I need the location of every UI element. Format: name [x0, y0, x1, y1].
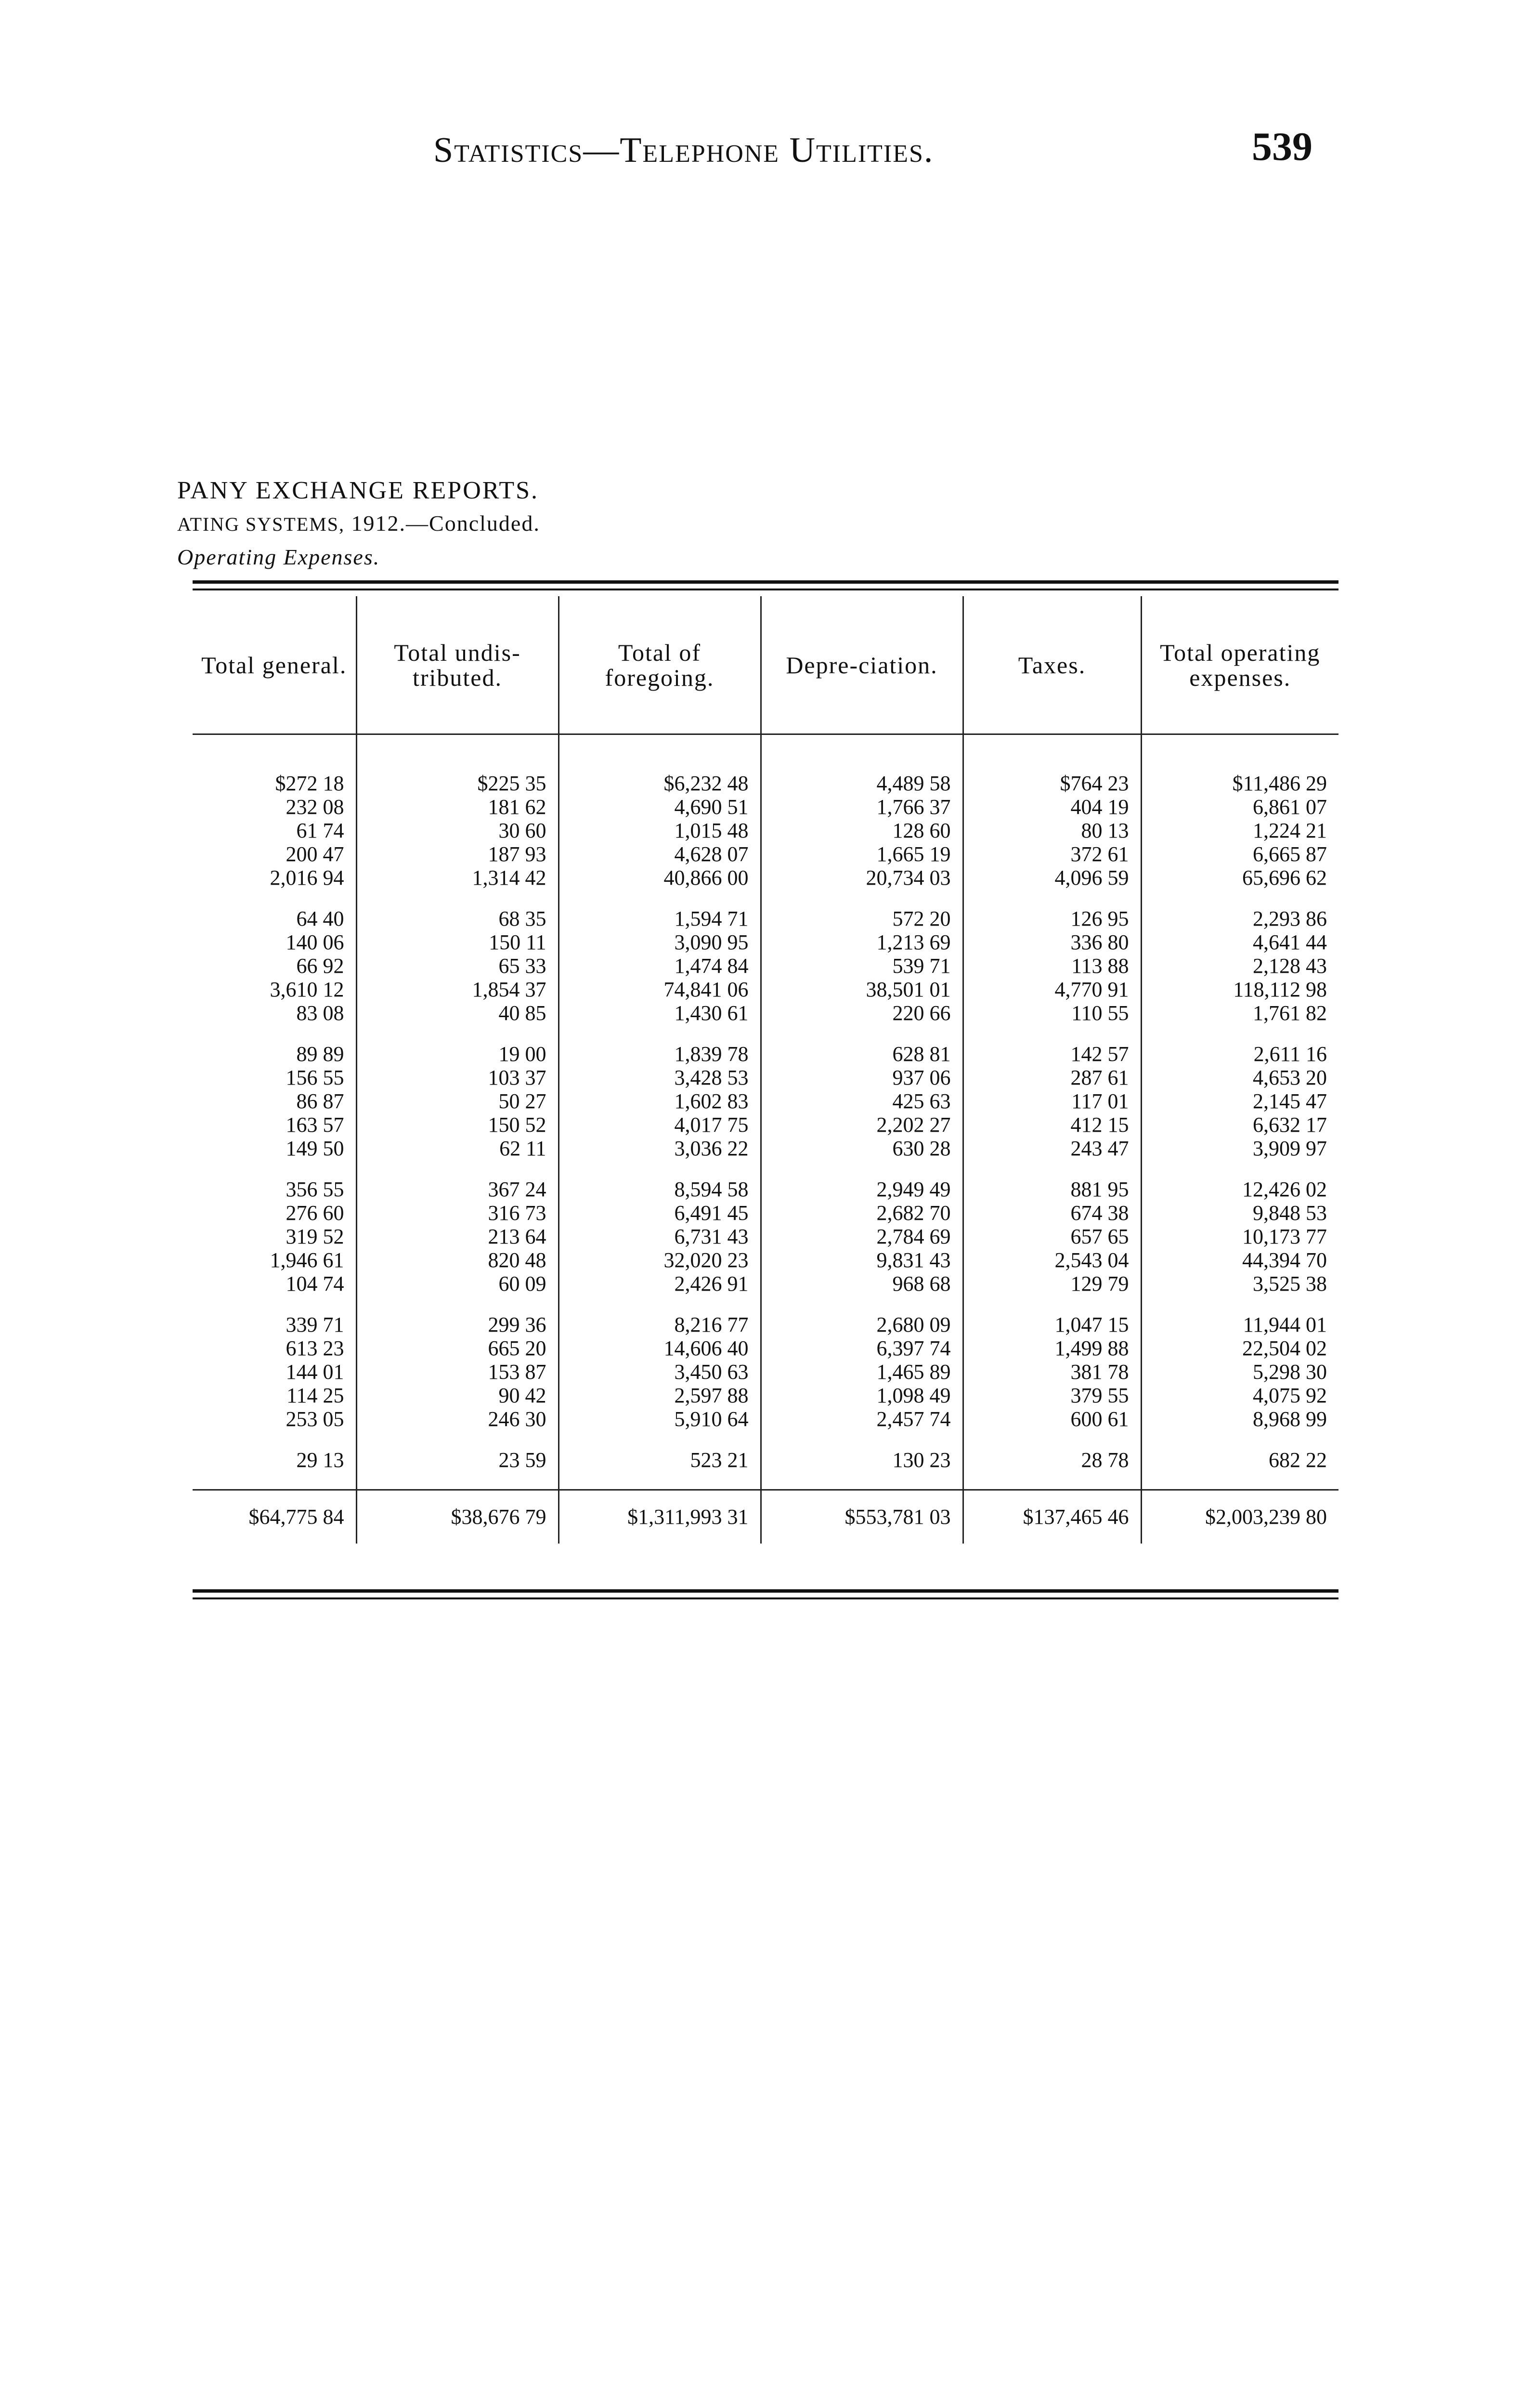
table-cell — [193, 1472, 356, 1490]
table-cell: 40,866 00 — [559, 866, 761, 890]
table-cell — [761, 890, 963, 907]
table-cell: 2,543 04 — [963, 1248, 1141, 1272]
table-cell — [356, 890, 559, 907]
column-header: Depre-ciation. — [761, 596, 963, 734]
table-cell: 1,839 78 — [559, 1042, 761, 1066]
table-row — [193, 1066, 1338, 1089]
column-header: Total general. — [193, 596, 356, 734]
running-head: Statistics—Telephone Utilities. — [433, 131, 934, 170]
group-gap — [193, 1431, 1338, 1448]
table-cell: 213 64 — [356, 1225, 559, 1248]
table-row — [193, 978, 1338, 1001]
table-row — [193, 842, 1338, 866]
table-cell: 4,017 75 — [559, 1113, 761, 1137]
column-header: Total operating expenses. — [1141, 596, 1338, 734]
table-cell: $225 35 — [356, 772, 559, 795]
table-cell: 117 01 — [963, 1089, 1141, 1113]
table-cell — [356, 1431, 559, 1448]
table-cell: 187 93 — [356, 842, 559, 866]
table-cell: 937 06 — [761, 1066, 963, 1089]
table-row — [193, 772, 1338, 795]
table-cell — [761, 734, 963, 772]
table-cell: 881 95 — [963, 1178, 1141, 1201]
table-cell: 3,090 95 — [559, 930, 761, 954]
table-cell: 657 65 — [963, 1225, 1141, 1248]
table-cell: 3,450 63 — [559, 1360, 761, 1384]
table-cell: 600 61 — [963, 1407, 1141, 1431]
table-cell: 6,731 43 — [559, 1225, 761, 1248]
group-gap — [193, 1296, 1338, 1313]
table-cell: 6,665 87 — [1141, 842, 1338, 866]
table-cell: 630 28 — [761, 1137, 963, 1160]
table-row — [193, 954, 1338, 978]
table-cell — [1141, 1160, 1338, 1178]
table-cell: 32,020 23 — [559, 1248, 761, 1272]
table-row — [193, 907, 1338, 930]
table-cell: 22,504 02 — [1141, 1336, 1338, 1360]
table-cell: 379 55 — [963, 1384, 1141, 1407]
table-cell — [559, 1472, 761, 1490]
table-row — [193, 1384, 1338, 1407]
table-cell — [1141, 734, 1338, 772]
table-cell: 1,224 21 — [1141, 819, 1338, 842]
table-cell: 425 63 — [761, 1089, 963, 1113]
table-cell: 61 74 — [296, 819, 344, 842]
table-cell: 4,653 20 — [1141, 1066, 1338, 1089]
table-row — [193, 1360, 1338, 1384]
table-cell: 1,766 37 — [761, 795, 963, 819]
group-gap — [193, 1160, 1338, 1178]
section-title: Operating Expenses. — [177, 545, 380, 569]
table-row — [193, 930, 1338, 954]
table-cell: 4,489 58 — [761, 772, 963, 795]
table-cell: 820 48 — [356, 1248, 559, 1272]
table-cell: 65 33 — [356, 954, 559, 978]
table-cell: 12,426 02 — [1141, 1178, 1338, 1201]
table-cell: 60 09 — [356, 1272, 559, 1296]
table-cell: 90 42 — [356, 1384, 559, 1407]
column-header: Total undis-tributed. — [356, 596, 559, 734]
table-cell: 144 01 — [286, 1360, 344, 1384]
table-cell: 2,784 69 — [761, 1225, 963, 1248]
table-cell: 1,602 83 — [559, 1089, 761, 1113]
table-cell: 23 59 — [356, 1448, 559, 1472]
table-cell: 40 85 — [356, 1001, 559, 1025]
table-cell — [559, 890, 761, 907]
table-cell: 86 87 — [296, 1089, 344, 1113]
table-cell: 253 05 — [286, 1407, 344, 1431]
table-cell: 2,682 70 — [761, 1201, 963, 1225]
table-cell: 4,628 07 — [559, 842, 761, 866]
table-cell: 1,761 82 — [1141, 1001, 1338, 1025]
table-cell — [559, 1296, 761, 1313]
table-cell: 142 57 — [963, 1042, 1141, 1066]
table-cell: 74,841 06 — [559, 978, 761, 1001]
table-cell: 5,910 64 — [559, 1407, 761, 1431]
table-cell: 129 79 — [963, 1272, 1141, 1296]
table-cell: 163 57 — [286, 1113, 344, 1137]
table-cell: 287 61 — [963, 1066, 1141, 1089]
table-cell — [761, 1296, 963, 1313]
table-row — [193, 1042, 1338, 1066]
table-row — [193, 1313, 1338, 1336]
table-cell: 539 71 — [761, 954, 963, 978]
table-cell: 968 68 — [761, 1272, 963, 1296]
table-cell: $2,003,239 80 — [1141, 1490, 1338, 1544]
table-cell: 50 27 — [356, 1089, 559, 1113]
table-cell: 89 89 — [296, 1042, 344, 1066]
table-cell: 336 80 — [963, 930, 1141, 954]
table-row — [193, 1137, 1338, 1160]
table-cell: 8,968 99 — [1141, 1407, 1338, 1431]
table-cell: 276 60 — [286, 1201, 344, 1225]
table-cell — [963, 1431, 1141, 1448]
table-cell — [356, 1296, 559, 1313]
table-cell — [193, 1025, 356, 1042]
column-header: Taxes. — [963, 596, 1141, 734]
operating-expenses-table — [193, 596, 1338, 1544]
table-cell: 8,594 58 — [559, 1178, 761, 1201]
table-cell: 9,831 43 — [761, 1248, 963, 1272]
table-cell — [963, 734, 1141, 772]
table-cell — [761, 1472, 963, 1490]
table-cell — [761, 1025, 963, 1042]
table-row — [193, 1225, 1338, 1248]
table-cell: 404 19 — [963, 795, 1141, 819]
table-cell — [963, 1160, 1141, 1178]
table-cell: 2,426 91 — [559, 1272, 761, 1296]
table-cell — [559, 734, 761, 772]
group-gap — [193, 1025, 1338, 1042]
table-cell — [963, 1025, 1141, 1042]
table-cell: 1,474 84 — [559, 954, 761, 978]
table-cell: 1,015 48 — [559, 819, 761, 842]
table-cell: 1,047 15 — [963, 1313, 1141, 1336]
table-body — [193, 734, 1338, 1544]
table-cell: 114 25 — [286, 1384, 344, 1407]
table-cell — [963, 1472, 1141, 1490]
table-cell: 2,145 47 — [1141, 1089, 1338, 1113]
table-row — [193, 866, 1338, 890]
table-cell: 412 15 — [963, 1113, 1141, 1137]
table-cell: 200 47 — [286, 842, 344, 866]
table-cell: 44,394 70 — [1141, 1248, 1338, 1272]
table-cell: 80 13 — [963, 819, 1141, 842]
table-cell: 2,611 16 — [1141, 1042, 1338, 1066]
subtitle-prefix: ATING SYSTEMS, — [177, 513, 345, 535]
table-row — [193, 1201, 1338, 1225]
table-cell: 339 71 — [286, 1313, 344, 1336]
table-cell: $764 23 — [963, 772, 1141, 795]
table-cell — [1141, 1296, 1338, 1313]
table-cell: 65,696 62 — [1141, 866, 1338, 890]
table-cell: 181 62 — [356, 795, 559, 819]
table-cell: 38,501 01 — [761, 978, 963, 1001]
table-cell: 64 40 — [296, 907, 344, 930]
table-cell — [356, 1160, 559, 1178]
table-cell — [1141, 890, 1338, 907]
table-cell: 4,096 59 — [963, 866, 1141, 890]
table-cell: 367 24 — [356, 1178, 559, 1201]
table-cell: 4,690 51 — [559, 795, 761, 819]
table-cell: 1,465 89 — [761, 1360, 963, 1384]
table-cell: 118,112 98 — [1141, 978, 1338, 1001]
table-cell: 150 52 — [356, 1113, 559, 1137]
table-cell — [1141, 1025, 1338, 1042]
table-cell: 149 50 — [286, 1137, 344, 1160]
table-cell: $137,465 46 — [963, 1490, 1141, 1544]
table-cell: 4,770 91 — [963, 978, 1141, 1001]
remainder-row — [193, 1448, 1338, 1472]
table-cell — [559, 1431, 761, 1448]
table-cell: 246 30 — [356, 1407, 559, 1431]
report-title: PANY EXCHANGE REPORTS. — [177, 477, 539, 504]
table-cell: 153 87 — [356, 1360, 559, 1384]
table-cell: 1,430 61 — [559, 1001, 761, 1025]
table-row — [193, 1089, 1338, 1113]
table-cell: 110 55 — [963, 1001, 1141, 1025]
table-cell: $64,775 84 — [193, 1490, 356, 1544]
table-cell: 6,491 45 — [559, 1201, 761, 1225]
table-cell: 103 37 — [356, 1066, 559, 1089]
table-cell: 3,610 12 — [270, 978, 344, 1001]
table-cell: 232 08 — [286, 795, 344, 819]
table-cell: 68 35 — [356, 907, 559, 930]
table-row — [193, 1272, 1338, 1296]
table-cell: 243 47 — [963, 1137, 1141, 1160]
table-cell: 1,946 61 — [270, 1248, 344, 1272]
table-cell — [761, 1160, 963, 1178]
table-row — [193, 1001, 1338, 1025]
table-row — [193, 1113, 1338, 1137]
table-cell: 126 95 — [963, 907, 1141, 930]
table-cell: 2,949 49 — [761, 1178, 963, 1201]
table-cell — [193, 1160, 356, 1178]
column-header: Total of foregoing. — [559, 596, 761, 734]
table-cell: 19 00 — [356, 1042, 559, 1066]
table-cell — [193, 1431, 356, 1448]
table-cell: 3,909 97 — [1141, 1137, 1338, 1160]
table-cell — [963, 890, 1141, 907]
table-cell: 2,457 74 — [761, 1407, 963, 1431]
table-cell: 2,597 88 — [559, 1384, 761, 1407]
table-row — [193, 1336, 1338, 1360]
table-cell: 6,632 17 — [1141, 1113, 1338, 1137]
table-cell: 316 73 — [356, 1201, 559, 1225]
table-cell: $1,311,993 31 — [559, 1490, 761, 1544]
table-cell — [356, 1025, 559, 1042]
table-cell: 1,665 19 — [761, 842, 963, 866]
table-cell: 11,944 01 — [1141, 1313, 1338, 1336]
report-subtitle — [177, 507, 540, 541]
table-cell — [963, 1296, 1141, 1313]
table-cell: 29 13 — [296, 1448, 344, 1472]
table-cell: 128 60 — [761, 819, 963, 842]
table-cell: 1,499 88 — [963, 1336, 1141, 1360]
table-cell: 83 08 — [296, 1001, 344, 1025]
table-cell: 8,216 77 — [559, 1313, 761, 1336]
table-cell: 1,314 42 — [356, 866, 559, 890]
table-cell — [193, 890, 356, 907]
table-cell: $553,781 03 — [761, 1490, 963, 1544]
table-cell: 20,734 03 — [761, 866, 963, 890]
table-cell: $6,232 48 — [559, 772, 761, 795]
table-cell: 14,606 40 — [559, 1336, 761, 1360]
table-cell: 4,641 44 — [1141, 930, 1338, 954]
totals-row — [193, 1490, 1338, 1544]
table-cell: 150 11 — [356, 930, 559, 954]
table-cell: 9,848 53 — [1141, 1201, 1338, 1225]
table-cell: 10,173 77 — [1141, 1225, 1338, 1248]
table-cell: 523 21 — [559, 1448, 761, 1472]
table-cell: 28 78 — [963, 1448, 1141, 1472]
table-cell: 2,293 86 — [1141, 907, 1338, 930]
table-row — [193, 1248, 1338, 1272]
table-cell: $11,486 29 — [1141, 772, 1338, 795]
table-cell: 130 23 — [761, 1448, 963, 1472]
bottom-double-rule — [193, 1589, 1338, 1599]
table-cell — [559, 1160, 761, 1178]
table-cell — [356, 734, 559, 772]
table-cell: 5,298 30 — [1141, 1360, 1338, 1384]
table-cell — [1141, 1431, 1338, 1448]
table-row — [193, 1407, 1338, 1431]
table-titles — [177, 474, 540, 574]
table-cell — [356, 1472, 559, 1490]
table-row — [193, 819, 1338, 842]
table-cell: 2,128 43 — [1141, 954, 1338, 978]
group-gap — [193, 890, 1338, 907]
table-cell: 140 06 — [286, 930, 344, 954]
table-cell: 6,861 07 — [1141, 795, 1338, 819]
page-number: 539 — [1252, 124, 1312, 169]
table-cell: 613 23 — [286, 1336, 344, 1360]
table-cell: 4,075 92 — [1141, 1384, 1338, 1407]
group-gap — [193, 1472, 1338, 1490]
top-double-rule — [193, 580, 1338, 590]
table-cell: $272 18 — [275, 772, 344, 795]
table-cell — [193, 734, 356, 772]
table-header-row — [193, 596, 1338, 734]
table-cell: 356 55 — [286, 1178, 344, 1201]
table-cell: $38,676 79 — [356, 1490, 559, 1544]
table-cell: 372 61 — [963, 842, 1141, 866]
table-cell — [1141, 1472, 1338, 1490]
table-cell — [193, 1296, 356, 1313]
table-cell: 1,854 37 — [356, 978, 559, 1001]
table-cell: 62 11 — [356, 1137, 559, 1160]
table-cell — [761, 1431, 963, 1448]
table-cell: 3,428 53 — [559, 1066, 761, 1089]
table-cell: 104 74 — [286, 1272, 344, 1296]
table-cell: 113 88 — [963, 954, 1141, 978]
table-cell: 319 52 — [286, 1225, 344, 1248]
table-cell — [559, 1025, 761, 1042]
table-cell: 665 20 — [356, 1336, 559, 1360]
table-cell: 6,397 74 — [761, 1336, 963, 1360]
table-cell: 628 81 — [761, 1042, 963, 1066]
table-cell: 3,036 22 — [559, 1137, 761, 1160]
table-cell: 2,202 27 — [761, 1113, 963, 1137]
table-cell: 156 55 — [286, 1066, 344, 1089]
table-cell: 30 60 — [356, 819, 559, 842]
table-cell: 299 36 — [356, 1313, 559, 1336]
spacer-row — [193, 734, 1338, 772]
table-row — [193, 795, 1338, 819]
table-cell: 682 22 — [1141, 1448, 1338, 1472]
table-cell: 2,680 09 — [761, 1313, 963, 1336]
table-cell: 674 38 — [963, 1201, 1141, 1225]
table-cell: 3,525 38 — [1141, 1272, 1338, 1296]
table-cell: 1,213 69 — [761, 930, 963, 954]
table-cell: 1,098 49 — [761, 1384, 963, 1407]
table-cell: 2,016 94 — [270, 866, 344, 890]
table-cell: 66 92 — [296, 954, 344, 978]
table-cell: 572 20 — [761, 907, 963, 930]
table-cell: 220 66 — [761, 1001, 963, 1025]
table-cell: 381 78 — [963, 1360, 1141, 1384]
subtitle-rest: 1912.—Concluded. — [345, 511, 540, 536]
table-cell: 1,594 71 — [559, 907, 761, 930]
table-row — [193, 1178, 1338, 1201]
